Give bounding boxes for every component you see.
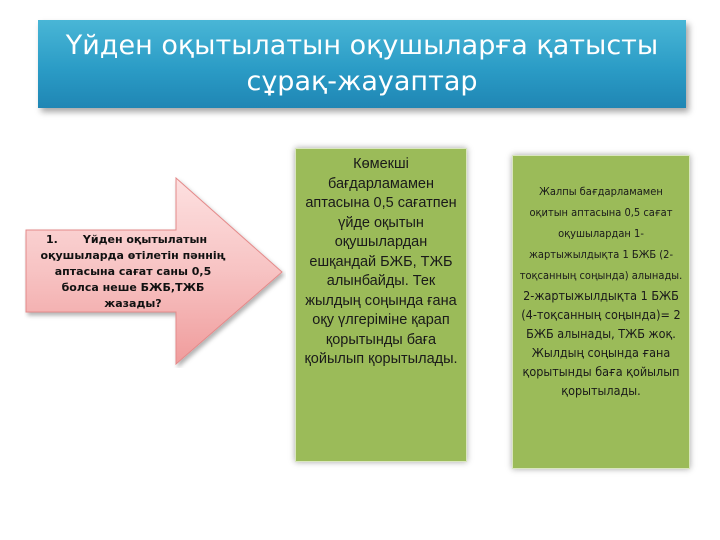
answer-general-part-2: 2-жартыжылдықта 1 БЖБ (4-тоқсанның соңында)= 2 БЖБ алынады, ТЖБ жоқ. Жылдың соңында ғана қорытынды баға қойылып қорытылады.	[521, 288, 681, 398]
slide-title: Үйден оқытылатын оқушыларға қатысты сұрақ-жауаптар	[65, 30, 659, 97]
answer-card-special	[295, 148, 467, 462]
question-line-1: Үйден оқытылатын	[82, 233, 208, 246]
question-arrow	[24, 176, 286, 368]
title-banner	[38, 20, 686, 108]
question-number: 1.	[46, 233, 58, 246]
answer-general-text	[513, 156, 689, 399]
answer-card-general	[512, 155, 690, 469]
question-line-rest: оқушыларда өтілетін пәннің аптасына сағат саны 0,5 болса неше БЖБ,ТЖБ жазады?	[40, 249, 226, 310]
answer-special-text: Көмекші бағдарламамен аптасына 0,5 сағатпен үйде оқытын оқушылардан ешқандай БЖБ, ТЖБ алынбайды. Тек жылдың соңында ғана оқу үлгеріміне қарап қорытынды баға қойылып қорытылады.	[304, 156, 458, 367]
answer-general-part-1: Жалпы бағдарламамен оқитын аптасына 0,5 сағат оқушылардан 1-жартыжылдықта 1 БЖБ (2-тоқсанның соңында) алынады.	[519, 185, 683, 282]
question-text	[40, 232, 226, 312]
